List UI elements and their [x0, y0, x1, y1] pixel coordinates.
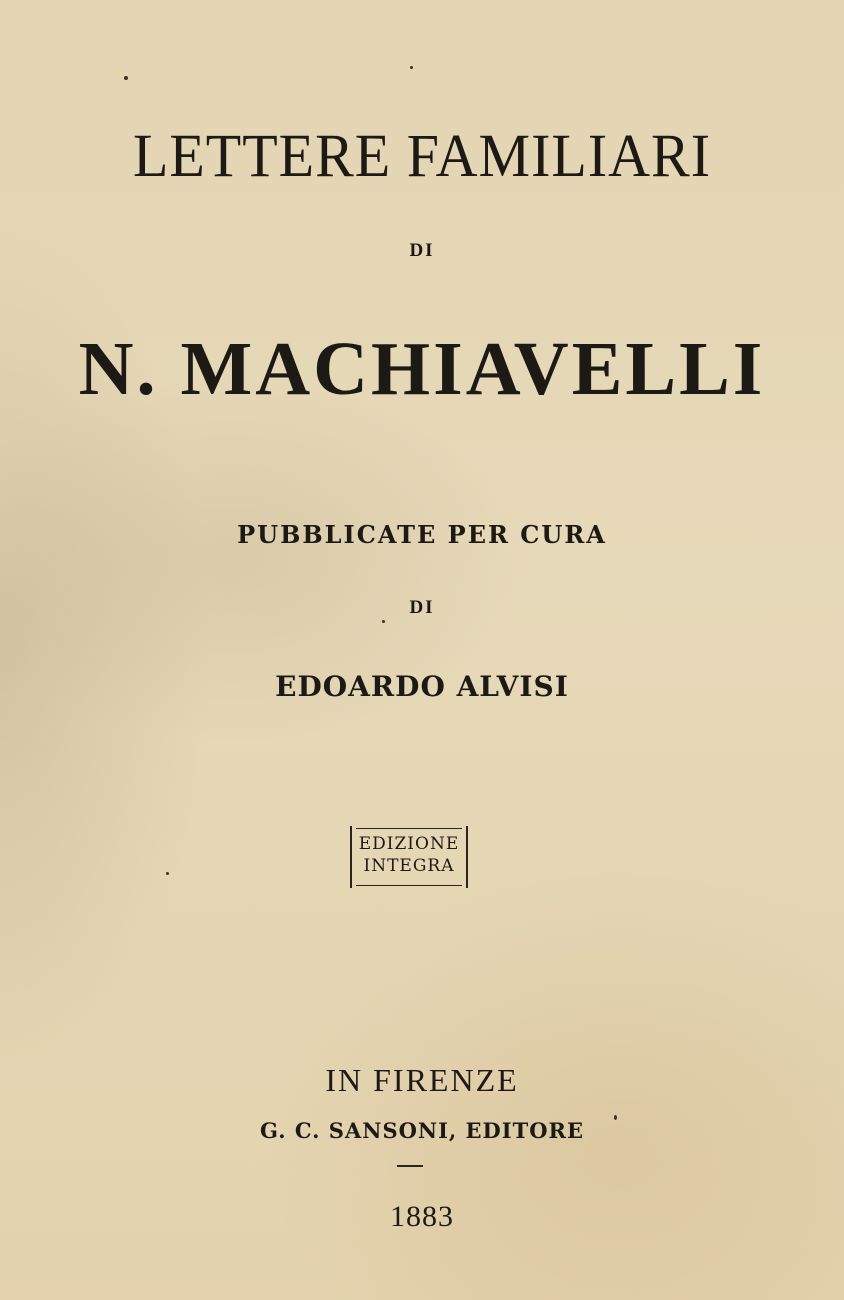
- divider-rule: [397, 1165, 423, 1167]
- edition-stamp-line1: EDIZIONE: [358, 834, 460, 854]
- edition-stamp-line2: INTEGRA: [363, 856, 455, 876]
- paper-speck: [382, 620, 385, 623]
- paper-speck: [124, 76, 128, 80]
- author-name: N. MACHIAVELLI: [78, 327, 766, 411]
- paper-speck: [614, 1115, 617, 1120]
- publication-year: 1883: [390, 1200, 454, 1233]
- publication-city: IN FIRENZE: [325, 1062, 519, 1098]
- edition-stamp: [350, 826, 468, 888]
- preposition-di-author: DI: [409, 240, 435, 261]
- preposition-di-editor: DI: [409, 597, 435, 618]
- publisher-name: G. C. SANSONI, EDITORE: [260, 1118, 584, 1143]
- book-title: LETTERE FAMILIARI: [132, 121, 712, 190]
- paper-speck: [410, 66, 413, 69]
- paper-speck: [166, 872, 169, 875]
- editor-name: EDOARDO ALVISI: [275, 670, 569, 703]
- curated-by-line: PUBBLICATE PER CURA: [237, 520, 607, 549]
